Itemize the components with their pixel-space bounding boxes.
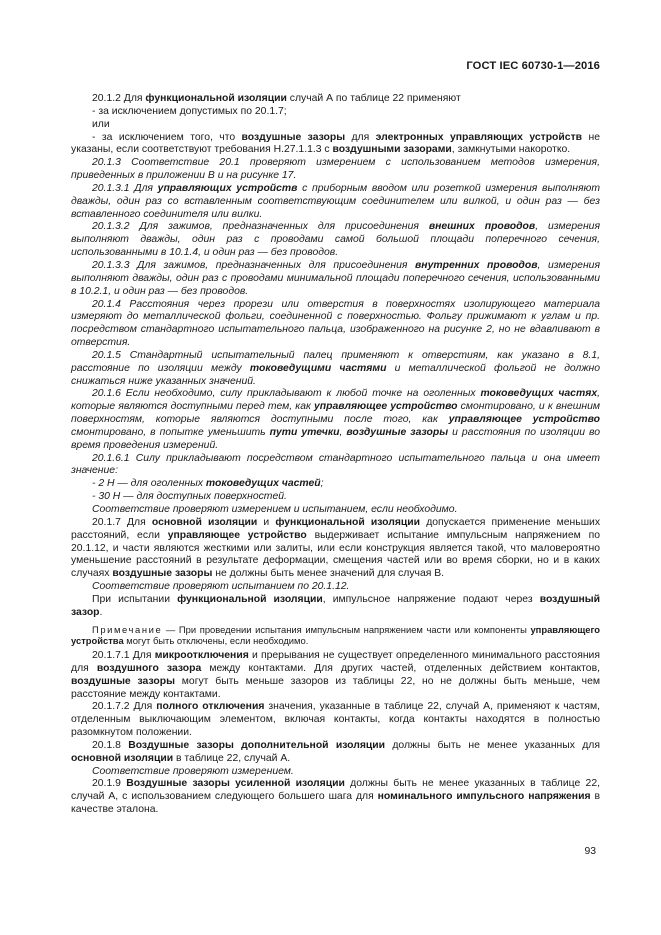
text-run: между контактами. Для других частей, отделенных действием контактов, (201, 662, 600, 674)
body-paragraph (71, 132, 600, 158)
body-paragraph (71, 594, 600, 620)
term-bold: управляющего устройства (71, 623, 600, 646)
text-run: 20.1.5 Стандартный испытательный палец применяют к отверстиям, как указано в 8.1, расстояние по изоляции между (71, 349, 600, 374)
term-bold: пути утечки (269, 426, 340, 438)
term-bold: основной изоляции (71, 752, 174, 764)
text-run: 20.1.7 Для (92, 516, 152, 528)
term-bold: токоведущих частей (205, 478, 321, 490)
body-paragraph (71, 517, 600, 581)
body-paragraph (71, 221, 600, 260)
text-run: - за исключением допустимых по 20.1.7; (92, 105, 287, 117)
body-paragraph (71, 350, 600, 389)
text-run: смонтировано, и к внешним поверхностям, которые являются доступными после того, как (71, 401, 601, 426)
text-run: с приборным вводом или розеткой измерения выполняют дважды, один раз со вставленным соответствующим соединителем или вилкой, и один раз — без вставленного соединителя или вилки. (71, 182, 600, 220)
term-bold: воздушный зазор (71, 593, 601, 618)
term-bold: токоведущими частями (249, 362, 387, 374)
term-bold: функциональной изоляции (275, 516, 421, 528)
term-bold: функциональной изоляции (177, 593, 323, 605)
text-run: могут быть отключены, если необходимо. (123, 634, 309, 646)
text-run: 20.1.6.1 Силу прикладывают посредством стандартного испытательного пальца и она имеет значение: (71, 452, 600, 477)
term-bold: воздушного зазора (96, 662, 202, 674)
text-run: ; (320, 478, 324, 490)
text-run: могут быть меньше зазоров из таблицы 22, но не должны быть меньше, чем расстояние между контактами. (71, 675, 601, 700)
text-run: 20.1.7.2 Для (92, 701, 157, 713)
body-paragraph (71, 453, 600, 479)
body-paragraph (71, 701, 600, 740)
body-paragraph (71, 778, 600, 817)
body-paragraph (71, 106, 600, 119)
text-run: , измерения выполняют дважды, один раз с проводами самой большой площади поперечного сечения, использованными в 10.1.4, и один раз — без проводов. (71, 221, 600, 259)
text-run: Соответствие проверяют измерением и испытанием, если необходимо. (92, 504, 458, 515)
term-bold: электронных управляющих устройств (375, 131, 583, 143)
term-bold: воздушные зазоры (346, 426, 449, 438)
term-bold: токоведущих частях (480, 388, 598, 400)
term-bold: микроотключения (154, 650, 249, 661)
text-run: 20.1.3.3 Для зажимов, предназначенных для присоединения (92, 259, 416, 271)
term-bold: воздушными зазорами (332, 144, 452, 156)
text-run: случай А по таблице 22 применяют (286, 93, 461, 104)
text-run: и металлической фольгой не должно снижаться ниже указанных значений. (71, 362, 600, 387)
text-run: должны быть не менее указанных для (385, 739, 600, 751)
body-paragraph (71, 504, 600, 517)
term-bold: внутренних проводов (415, 259, 538, 271)
term-bold: управляющее устройство (448, 414, 600, 426)
body-paragraph (71, 650, 600, 701)
text-run: Соответствие проверяют испытанием по 20.1.12. (92, 581, 350, 593)
term-bold: Воздушные зазоры дополнительной изоляции (128, 739, 386, 751)
text-run: — При проведении испытания импульсным напряжением части или компоненты (162, 623, 531, 635)
text-run: , (339, 426, 347, 438)
text-run: , замкнутыми накоротко. (451, 144, 571, 156)
term-bold: основной изоляции (151, 516, 258, 528)
text-run: 20.1.3.1 Для (92, 182, 158, 194)
text-run: 20.1.3.2 Для зажимов, предназначенных для присоединения (92, 221, 429, 233)
term-bold: управляющих устройств (157, 182, 298, 194)
text-run: 20.1.8 (92, 739, 129, 751)
text-run: При испытании (92, 593, 178, 605)
text-run: для (345, 131, 376, 143)
text-run: значения, указанные в таблице 22, случай А, применяют к частям, отделенным выключающим элементом, включая контакты, когда контакты находятся в полностью разомкнутом положении. (71, 701, 600, 739)
term-bold: воздушные зазоры (112, 568, 213, 580)
term-bold: номинального импульсного напряжения (377, 791, 591, 803)
term-bold: полного отключения (156, 701, 265, 713)
body-paragraph (71, 388, 600, 452)
text-run: и расстояния по изоляции во время проведения измерений. (71, 426, 600, 451)
term-bold: воздушные зазоры (71, 675, 175, 687)
body-paragraph (71, 299, 600, 350)
term-bold: воздушные зазоры (241, 131, 346, 143)
body-paragraph (71, 93, 600, 106)
text-run: 20.1.4 Расстояния через прорези или отверстия в поверхностях изолирующего материала измеряют до металлической фольги, соединенной с поверхностью. Фольгу прижимают к углам и пр. посредством стандартного испытательного пальца, изображенного на рисунке 2, но не вдавливают в отверстия. (71, 298, 600, 349)
body-paragraph (71, 491, 600, 504)
text-run: , импульсное напряжение подают через (322, 593, 540, 605)
body-paragraph (71, 260, 600, 299)
text-run: 20.1.3 Соответствие 20.1 проверяют измерением с использованием методов измерения, приведенных в приложении В и на рисунке 17. (71, 157, 600, 182)
body-paragraph (71, 183, 600, 222)
term-bold: управляющее устройство (167, 529, 307, 541)
term-bold: управляющее устройство (314, 401, 458, 413)
text-run: смонтировано, в попытке уменьшить (71, 426, 270, 438)
text-run: должны быть не менее указанных в таблице 22, случай А, с использованием следующего большего шага для (71, 778, 600, 803)
note-paragraph (71, 624, 600, 646)
text-run: допускается применение меньших расстояний, если (71, 516, 601, 541)
body-paragraph (71, 766, 600, 779)
text-run: в качестве эталона. (71, 791, 600, 816)
document-standard-header: ГОСТ IEC 60730-1—2016 (466, 60, 600, 72)
text-run: и (257, 516, 276, 528)
text-run: или (92, 118, 110, 130)
text-run: - 30 Н — для доступных поверхностей. (92, 491, 287, 503)
text-run: - за исключением того, что (92, 131, 242, 143)
text-run: 20.1.6 Если необходимо, силу прикладывают к любой точке на оголенных (92, 388, 481, 400)
text-run: - 2 Н — для оголенных (92, 478, 206, 490)
text-run: . (99, 606, 103, 618)
text-run: не указаны, если соответствуют требования Н.27.1.1.3 с (71, 131, 600, 156)
text-run: не должны быть менее значений для случая В. (212, 568, 445, 580)
text-run: выдерживает испытание импульсным напряжением по 20.1.12, и части являются жесткими или залиты, или если конструкция является такой, что маловероятно уменьшение расстояний в результате деформации, смещения частей или во время сборки, но и в каких случаях (71, 529, 600, 580)
text-run: , которые являются доступными перед тем, как (71, 388, 600, 413)
term-bold: Воздушные зазоры усиленной изоляции (126, 778, 345, 790)
page-number: 93 (584, 846, 596, 857)
text-run: в таблице 22, случай А. (173, 752, 291, 764)
term-bold: внешних проводов (428, 221, 536, 233)
text-run: и прерывания не существует определенного минимального расстояния для (71, 650, 600, 674)
text-run: 20.1.7.1 Для (92, 650, 155, 661)
note-label: Примечание (92, 623, 163, 635)
body-paragraph (71, 740, 600, 766)
document-body (71, 93, 600, 817)
text-run: 20.1.9 (92, 778, 127, 790)
body-paragraph (71, 581, 600, 594)
body-paragraph (71, 119, 600, 132)
body-paragraph (71, 157, 600, 183)
text-run: 20.1.2 Для (92, 93, 146, 104)
term-bold: функциональной изоляции (145, 93, 287, 104)
text-run: Соответствие проверяют измерением. (92, 765, 294, 777)
body-paragraph (71, 478, 600, 491)
text-run: , измерения выполняют дважды, один раз с проводами минимальной площади поперечного сечения, использованными в 10.2.1, и один раз — без проводов. (71, 259, 600, 297)
